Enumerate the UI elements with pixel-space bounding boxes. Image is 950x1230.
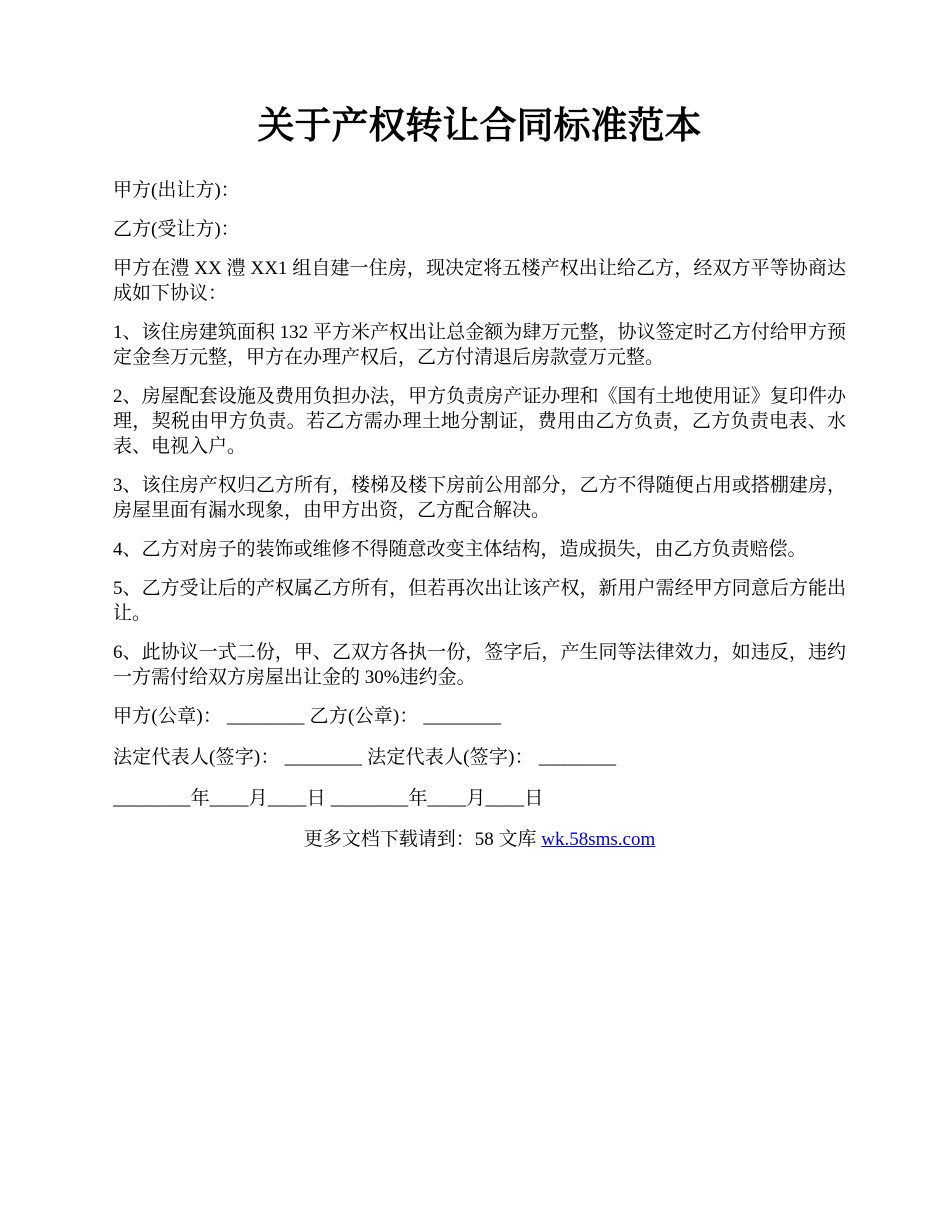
party-b-line: 乙方(受让方)： [113,219,240,240]
clause-3: 3、该住房产权归乙方所有，楼梯及楼下房前公用部分，乙方不得随便占用或搭棚建房，房屋里面有漏水现象，由甲方出资，乙方配合解决。 [113,475,846,521]
signature-line: 法定代表人(签字)： ________ 法定代表人(签字)： ________ [113,747,617,768]
date-line: ________年____月____日 ________年____月____日 [113,788,544,809]
footer-link[interactable]: wk.58sms.com [541,829,656,850]
clause-4: 4、乙方对房子的装饰或维修不得随意改变主体结构，造成损失，由乙方负责赔偿。 [113,539,807,560]
footer-text: 更多文档下载请到：58 文库 [303,829,542,850]
intro-paragraph: 甲方在澧 XX 澧 XX1 组自建一住房，现决定将五楼产权出让给乙方，经双方平等协商达成如下协议： [113,258,846,304]
clause-2: 2、房屋配套设施及费用负担办法，甲方负责房产证办理和《国有土地使用证》复印件办理，契税由甲方负责。若乙方需办理土地分割证，费用由乙方负责，乙方负责电表、水表、电视入户。 [113,386,846,457]
seal-line: 甲方(公章)： ________ 乙方(公章)： ________ [113,706,502,727]
footer-note [113,827,846,852]
document-title: 关于产权转让合同标准范本 [257,106,702,147]
clause-5: 5、乙方受让后的产权属乙方所有，但若再次出让该产权，新用户需经甲方同意后方能出让。 [113,578,846,624]
clause-6: 6、此协议一式二份，甲、乙双方各执一份，签字后，产生同等法律效力，如违反，违约一方需付给双方房屋出让金的 30%违约金。 [113,642,846,688]
clause-1: 1、该住房建筑面积 132 平方米产权出让总金额为肆万元整，协议签定时乙方付给甲方预定金叁万元整，甲方在办理产权后，乙方付清退后房款壹万元整。 [113,322,846,368]
party-a-line: 甲方(出让方)： [113,180,240,201]
